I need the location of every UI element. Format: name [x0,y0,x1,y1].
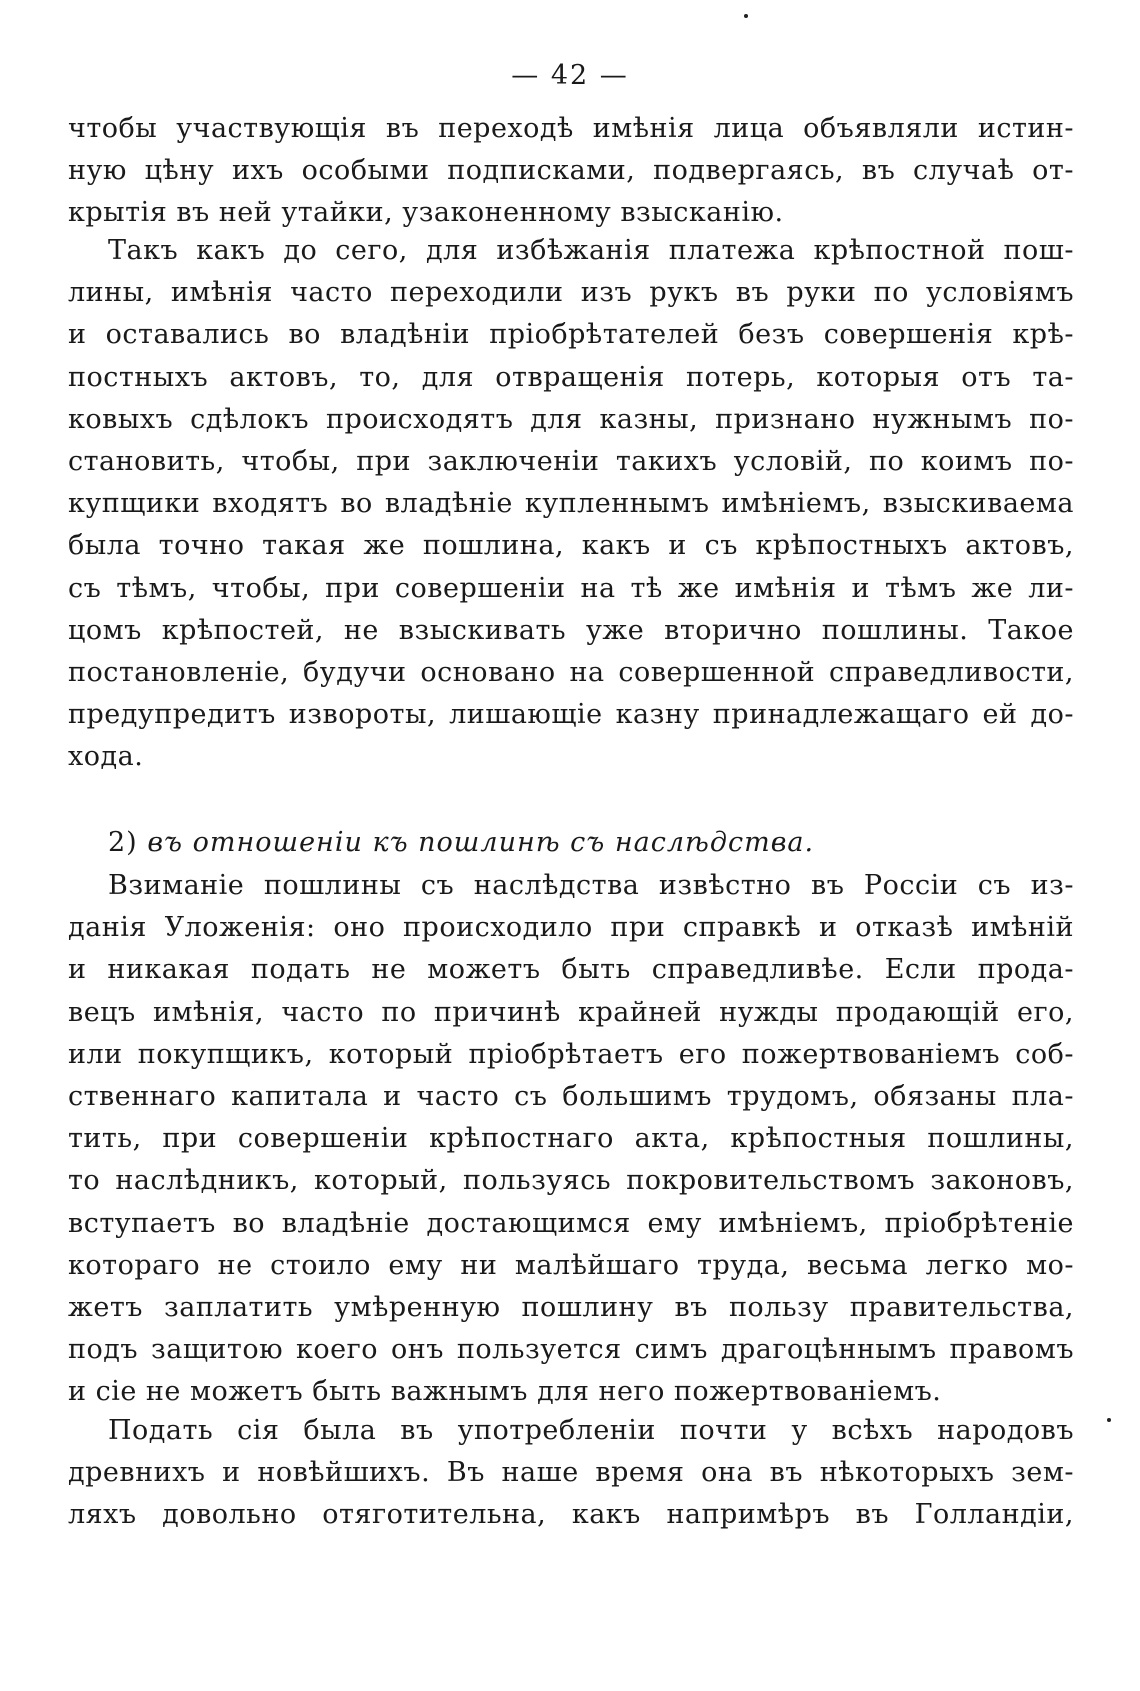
text-line: и оставались во владѣніи пріобрѣтателей безъ совершенія крѣ- [68,319,1074,351]
text-line: котораго не стоило ему ни малѣйшаго труда, весьма легко мо- [68,1249,1074,1281]
text-line: и никакая подать не можетъ быть справедливѣе. Если прода- [68,954,1074,986]
text-line: была точно такая же пошлина, какъ и съ крѣпостныхъ актовъ, [68,530,1074,562]
text-line: и сіе не можетъ быть важнымъ для него пожертвованіемъ. [68,1376,942,1408]
text-line: подъ защитою коего онъ пользуется симъ драгоцѣннымъ правомъ [68,1334,1074,1366]
text-line: или покупщикъ, который пріобрѣтаетъ его пожертвованіемъ соб- [68,1038,1074,1070]
section-title: въ отношеніи къ пошлинѣ съ наслѣдства. [147,827,815,858]
text-line: древнихъ и новѣйшихъ. Въ наше время она въ нѣкоторыхъ зем- [68,1457,1074,1489]
paragraph-ancient-tax [68,1410,1074,1537]
text-line: постныхъ актовъ, то, для отвращенія потерь, которыя отъ та- [68,361,1074,393]
text-line: вецъ имѣнія, часто по причинѣ крайней нужды продающій его, [68,996,1074,1028]
text-line: цомъ крѣпостей, не взыскивать уже вторично пошлины. Такое [68,614,1074,646]
text-line: лины, имѣнія часто переходили изъ рукъ въ руки по условіямъ [68,277,1074,309]
text-line: Взиманіе пошлины съ наслѣдства извѣстно въ Россіи съ из- [108,870,1074,901]
text-line: Такъ какъ до сего, для избѣжанія платежа крѣпостной пош- [108,235,1074,266]
print-speck [744,14,748,18]
text-line: становить, чтобы, при заключеніи такихъ условій, по коимъ по- [68,445,1074,477]
text-line: предупредитъ извороты, лишающіе казну принадлежащаго ей до- [68,699,1074,731]
text-line: купщики входятъ во владѣніе купленнымъ имѣніемъ, взыскиваема [68,488,1074,520]
text-line: Подать сія была въ употребленіи почти у всѣхъ народовъ [108,1415,1074,1446]
text-line: ственнаго капитала и часто съ большимъ трудомъ, обязаны пла- [68,1080,1074,1112]
text-line: ляхъ довольно отяготительна, какъ напримѣръ въ Голландіи, [68,1499,1074,1531]
section-number: 2) [108,827,138,858]
text-line: данія Уложенія: оно происходило при справкѣ и отказѣ имѣній [68,912,1074,944]
paragraph-purchase-duty [68,230,1074,778]
text-line: ковыхъ сдѣлокъ происходятъ для казны, признано нужнымъ по- [68,403,1074,435]
text-line: то наслѣдникъ, который, пользуясь покровительствомъ законовъ, [68,1165,1074,1197]
text-line: постановленіе, будучи основано на совершенной справедливости, [68,656,1074,688]
print-speck [1107,1418,1111,1422]
text-line: ную цѣну ихъ особыми подписками, подвергаясь, въ случаѣ от- [68,155,1074,187]
page-number: — 42 — [511,60,629,91]
text-line: съ тѣмъ, чтобы, при совершеніи на тѣ же имѣнія и тѣмъ же ли- [68,572,1074,604]
text-line: чтобы участвующія въ переходѣ имѣнія лица объявляли истин- [68,113,1074,144]
paragraph-inheritance-duty-body [68,865,1074,1413]
text-line: жетъ заплатить умѣренную пошлину въ пользу правительства, [68,1291,1074,1323]
text-line: тить, при совершеніи крѣпостнаго акта, крѣпостныя пошлины, [68,1123,1074,1155]
text-line: крытія въ ней утайки, узаконенному взысканію. [68,197,784,229]
text-line: хода. [68,741,144,773]
section-heading [108,827,814,858]
text-line: вступаетъ во владѣніе достающимся ему имѣніемъ, пріобрѣтеніе [68,1207,1074,1239]
paragraph-continuation [68,108,1074,235]
